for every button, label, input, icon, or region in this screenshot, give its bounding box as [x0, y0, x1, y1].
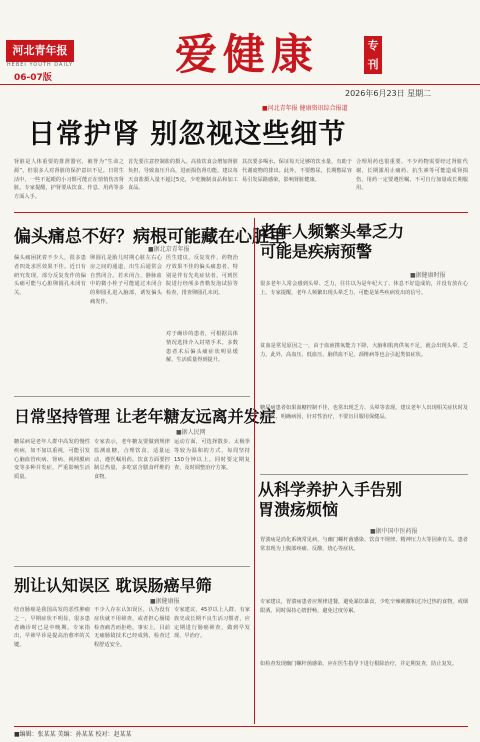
paper-logo: 河北青年报 — [6, 40, 74, 62]
laonian-byline: ■据健康时报 — [410, 272, 446, 279]
richang-body-2: 专家表示，老年糖友要做到规律监测血糖，合理饮食，适量运动，遵医嘱用药。饮食方面要控制总热量，多吃富含膳食纤维的食物。 — [94, 439, 170, 481]
xuan-byline: ■据北京青年报 — [148, 246, 190, 253]
section-tag: 专刊 — [364, 36, 382, 74]
bieran-byline: ■据健康报 — [150, 598, 180, 605]
issue-date: 2026年6月23日 星期二 — [345, 89, 432, 98]
footer-credits: ■编辑：张某某 美编：孙某某 校对：赵某某 — [14, 731, 132, 738]
divider — [14, 212, 468, 213]
main-body-1: 肾脏是人体重要的排泄器官，被誉为“生命之源”，但很多人对肾脏的保护意识不足。日常生活中，一些不起眼的小习惯可能正在悄悄伤害肾脏。专家提醒，护肾要从饮食、作息、用药等多方面入手。 — [14, 159, 124, 201]
xuan-body-3: 医生建议，反复发作、药物治疗效果不佳的偏头痛患者，特别是伴有先兆症状者，可到医院进行经颅多普勒发泡试验等检查，排查卵圆孔未闭。 — [166, 255, 238, 297]
richang-headline: 日常坚持管理 让老年糖友远离并发症 — [14, 407, 276, 426]
main-body-4: 合理用药也很重要。不少药物需要经过肾脏代谢，长期滥用止痛药、抗生素等可能造成肾损伤，用药一定要遵医嘱，不可自行加量或长期服用。 — [356, 159, 468, 192]
masthead-rule — [0, 84, 480, 85]
congke-byline: ■据中国中医药报 — [370, 528, 418, 535]
xuan-headline: 偏头痛总不好？病根可能藏在心脏里 — [14, 227, 286, 247]
section-title: 爱健康 — [175, 30, 320, 79]
main-body-3: 其次要多喝水，保证每天足够的饮水量，有助于代谢废物的排出。此外，不要憋尿，长期憋尿容易引发尿路感染，影响肾脏健康。 — [242, 159, 352, 183]
bieran-headline: 别让认知误区 耽误肠癌早筛 — [14, 576, 212, 595]
page-number: 06-07版 — [14, 73, 52, 83]
laonian-body-3: 糖尿病患者如果血糖控制不佳，也常出现乏力、头晕等表现。建议老年人出现相关症状时及时就医，明确病因，针对性治疗，不要盲目服用保健品。 — [260, 405, 468, 420]
richang-byline: ■据人民网 — [176, 429, 206, 436]
divider — [14, 566, 250, 567]
main-headline: 日常护肾 别忽视这些细节 — [28, 119, 347, 150]
bieran-body-1: 结直肠癌是我国高发的恶性肿瘤之一，早期症状不明显，很多患者确诊时已是中晚期。专家指出，早筛早诊是提高治愈率的关键。 — [14, 607, 90, 649]
congke-headline: 从科学养护入手告别胃溃疡烦恼 — [258, 480, 403, 519]
laonian-headline: 老年人频繁头晕乏力可能是疾病预警 — [260, 222, 405, 261]
main-byline: ■河北青年报 健康资讯综合报道 — [262, 105, 348, 112]
footer-rule — [14, 726, 468, 727]
paper-logo-en: HEBEI YOUTH DAILY — [6, 62, 74, 68]
xuan-body-1: 偏头痛困扰着不少人，很多患者四处求医效果不佳。近日有研究发现，部分反复发作的偏头痛可能与心脏卵圆孔未闭有关。 — [14, 255, 86, 297]
congke-body-3: 如检查发现幽门螺杆菌感染，应在医生指导下进行根除治疗，并定期复查，防止复发。 — [260, 661, 458, 667]
column-divider — [254, 218, 255, 724]
xuan-body-2: 卵圆孔是胎儿时期心脏左右心房之间的通道，出生后通常会自然闭合。若未闭合，静脉血中的微小栓子可能通过未闭合的卵圆孔进入脑部，诱发偏头痛发作。 — [90, 255, 162, 305]
main-body-2: 首先要注意控制盐的摄入。高盐饮食会增加肾脏负担，导致血压升高，进而损伤肾功能。建议每天食盐摄入量不超过5克，少吃腌制食品和加工食品。 — [128, 159, 238, 192]
masthead — [0, 0, 480, 84]
laonian-body-2: 贫血是常见原因之一，由于血液携氧能力下降，大脑和肌肉供氧不足，就会出现头晕、乏力。此外，高血压、低血压、脑供血不足、颈椎病等也会引起类似症状。 — [260, 343, 468, 358]
bieran-body-2: 不少人存在认知误区，认为没有症状就不用筛查，或者担心肠镜检查痛苦而拒绝。事实上，目前无痛肠镜技术已经成熟，检查过程舒适安全。 — [94, 607, 170, 649]
laonian-body-1: 很多老年人常会感到头晕、乏力，往往以为是年纪大了、休息不好造成的，并没有放在心上。专家提醒，老年人频繁出现头晕乏力，可能是某些疾病发出的信号。 — [260, 281, 468, 296]
congke-body-1: 胃溃疡是消化系统常见病，与幽门螺杆菌感染、饮食不规律、精神压力大等因素有关。患者常表现为上腹部疼痛、反酸、烧心等症状。 — [260, 537, 468, 552]
richang-body-3: 运动方面，可选择散步、太极拳等较为温和的方式，每周坚持150分钟以上。同时要定期复查，及时调整治疗方案。 — [174, 439, 250, 472]
bieran-body-3: 专家建议，45岁以上人群、有家族史或长期不良生活习惯者，应定期进行肠癌筛查，做到早发现、早治疗。 — [174, 607, 250, 640]
divider — [14, 396, 250, 397]
congke-body-2: 专家建议，胃溃疡患者应规律进餐，避免暴饮暴食，少吃辛辣刺激和过冷过热的食物，戒烟限酒。同时保持心情舒畅，避免过度劳累。 — [260, 599, 468, 614]
divider — [260, 474, 468, 475]
xuan-body-4: 对于确诊的患者，可根据具体情况选择介入封堵手术。多数患者术后偏头痛症状明显缓解，生活质量得到提升。 — [166, 331, 238, 364]
richang-body-1: 糖尿病是老年人群中高发的慢性疾病，如不加以重视，可能引发心脑血管疾病、肾病、视网膜病变等多种并发症，严重影响生活质量。 — [14, 439, 90, 481]
